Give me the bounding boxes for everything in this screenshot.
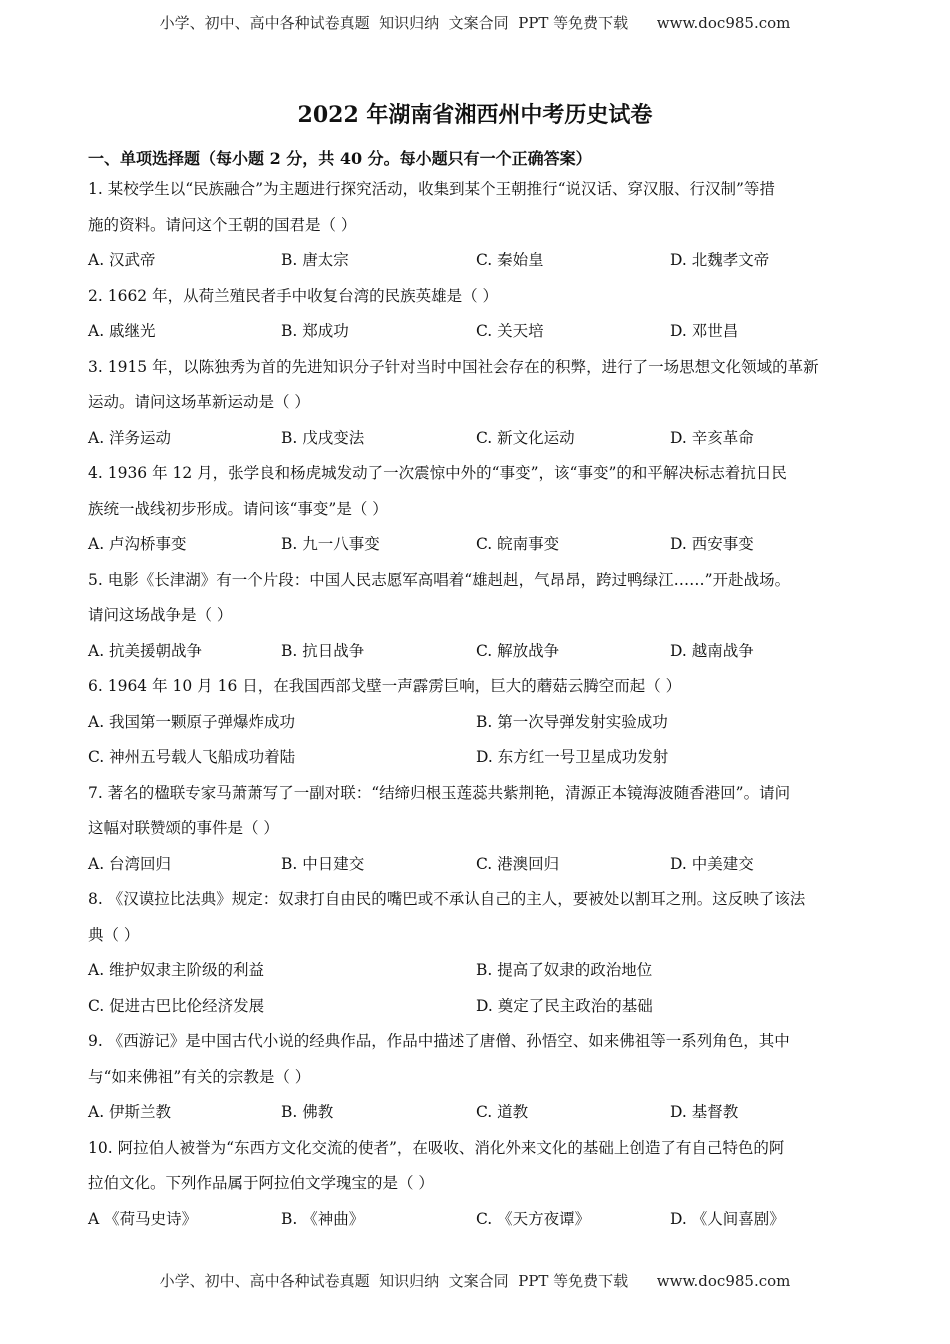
option-row <box>88 634 866 670</box>
question-text: 3. 1915 年，以陈独秀为首的先进知识分子针对当时中国社会存在的积弊，进行了一场思想文化领域的革新 <box>88 357 819 376</box>
answer-option: A. 台湾回归 <box>88 854 172 873</box>
answer-option: D. 基督教 <box>670 1103 739 1121</box>
answer-option: B. 郑成功 <box>281 322 349 340</box>
question-1 <box>88 172 866 279</box>
question-7 <box>88 776 866 883</box>
answer-option: A 《荷马史诗》 <box>88 1209 198 1228</box>
question-4 <box>88 456 866 563</box>
answer-option: B. 九一八事变 <box>281 535 380 553</box>
answer-option: C. 秦始皇 <box>476 251 544 269</box>
option-row <box>88 243 866 279</box>
question-text: 9. 《西游记》是中国古代小说的经典作品，作品中描述了唐僧、孙悟空、如来佛祖等一系列角色，其中 <box>88 1032 790 1050</box>
answer-option: C. 《天方夜谭》 <box>476 1209 591 1228</box>
answer-option: A. 洋务运动 <box>88 428 172 447</box>
answer-option: A. 抗美援朝战争 <box>88 641 203 660</box>
answer-option: B. 第一次导弹发射实验成功 <box>476 712 668 731</box>
answer-option: B. 抗日战争 <box>281 641 365 660</box>
section-heading: 一、单项选择题（每小题 2 分，共 40 分。每小题只有一个正确答案） <box>88 149 592 168</box>
answer-option: C. 港澳回归 <box>476 854 560 873</box>
question-text: 请问这场战争是（ ） <box>88 606 233 624</box>
question-text: 2. 1662 年，从荷兰殖民者手中收复台湾的民族英雄是（ ） <box>88 286 499 305</box>
answer-option: D. 邓世昌 <box>670 322 739 340</box>
answer-option: C. 解放战争 <box>476 641 560 660</box>
option-row <box>88 705 866 741</box>
answer-option: C. 皖南事变 <box>476 535 560 553</box>
question-text: 典（ ） <box>88 925 140 944</box>
answer-option: D. 奠定了民主政治的基础 <box>476 996 653 1015</box>
answer-option: C. 道教 <box>476 1103 529 1121</box>
question-text: 拉伯文化。下列作品属于阿拉伯文学瑰宝的是（ ） <box>88 1174 434 1192</box>
option-row <box>88 527 866 563</box>
exam-title: 2022 年湖南省湘西州中考历史试卷 <box>297 102 653 128</box>
answer-option: D. 辛亥革命 <box>670 428 754 447</box>
question-text: 族统一战线初步形成。请问该“事变”是（ ） <box>88 499 388 518</box>
option-row <box>88 1202 866 1238</box>
question-text: 1. 某校学生以“民族融合”为主题进行探究活动，收集到某个王朝推行“说汉话、穿汉服、行汉制”等措 <box>88 180 775 198</box>
answer-option: B. 佛教 <box>281 1103 334 1121</box>
question-text: 这幅对联赞颂的事件是（ ） <box>88 819 279 837</box>
question-text: 4. 1936 年 12 月，张学良和杨虎城发动了一次震惊中外的“事变”，该“事变”的和平解决标志着抗日民 <box>88 464 787 482</box>
page-header: 小学、初中、高中各种试卷真题 知识归纳 文案合同 PPT 等免费下载 www.doc985.com <box>159 14 791 32</box>
question-8 <box>88 882 866 1024</box>
question-2 <box>88 279 866 350</box>
question-text: 10. 阿拉伯人被誉为“东西方文化交流的使者”，在吸收、消化外来文化的基础上创造了有自己特色的阿 <box>88 1138 785 1157</box>
answer-option: A. 卢沟桥事变 <box>88 535 187 553</box>
option-row <box>88 953 866 989</box>
answer-option: D. 越南战争 <box>670 641 754 660</box>
question-text: 8. 《汉谟拉比法典》规定：奴隶打自由民的嘴巴或不承认自己的主人，要被处以割耳之刑。这反映了该法 <box>88 890 806 908</box>
option-row <box>88 421 866 457</box>
question-6 <box>88 669 866 776</box>
question-text: 6. 1964 年 10 月 16 日，在我国西部戈壁一声霹雳巨响，巨大的蘑菇云腾空而起（ ） <box>88 677 682 695</box>
answer-option: B. 《神曲》 <box>281 1209 365 1228</box>
answer-option: C. 促进古巴比伦经济发展 <box>88 996 265 1015</box>
answer-option: A. 伊斯兰教 <box>88 1103 172 1121</box>
question-10 <box>88 1131 866 1238</box>
option-row <box>88 314 866 350</box>
option-row <box>88 740 866 776</box>
question-text: 7. 著名的楹联专家马萧萧写了一副对联：“结缔归根玉莲蕊共紫荆艳，清源正本镜海波随香港回”。请问 <box>88 783 791 802</box>
question-list <box>88 172 866 1237</box>
answer-option: B. 唐太宗 <box>281 251 349 269</box>
option-row <box>88 1095 866 1131</box>
answer-option: C. 神州五号载人飞船成功着陆 <box>88 748 296 766</box>
question-9 <box>88 1024 866 1131</box>
question-5 <box>88 563 866 670</box>
answer-option: D. 东方红一号卫星成功发射 <box>476 748 669 766</box>
answer-option: A. 汉武帝 <box>88 251 156 269</box>
question-3 <box>88 350 866 457</box>
answer-option: D. 《人间喜剧》 <box>670 1209 785 1228</box>
answer-option: B. 中日建交 <box>281 854 365 873</box>
answer-option: B. 戊戌变法 <box>281 428 365 447</box>
answer-option: A. 我国第一颗原子弹爆炸成功 <box>88 712 296 731</box>
answer-option: B. 提高了奴隶的政治地位 <box>476 961 653 979</box>
answer-option: A. 戚继光 <box>88 322 156 340</box>
answer-option: A. 维护奴隶主阶级的利益 <box>88 961 265 979</box>
answer-option: D. 西安事变 <box>670 535 754 553</box>
answer-option: D. 北魏孝文帝 <box>670 251 770 269</box>
question-text: 运动。请问这场革新运动是（ ） <box>88 393 310 411</box>
option-row <box>88 847 866 883</box>
question-text: 5. 电影《长津湖》有一个片段：中国人民志愿军高唱着“雄赳赳，气昂昂，跨过鸭绿江……”开赴战场。 <box>88 570 791 589</box>
answer-option: C. 新文化运动 <box>476 428 575 447</box>
answer-option: C. 关天培 <box>476 322 544 340</box>
page-footer: 小学、初中、高中各种试卷真题 知识归纳 文案合同 PPT 等免费下载 www.doc985.com <box>159 1272 791 1290</box>
question-text: 与“如来佛祖”有关的宗教是（ ） <box>88 1067 311 1086</box>
option-row <box>88 989 866 1025</box>
answer-option: D. 中美建交 <box>670 854 754 873</box>
question-text: 施的资料。请问这个王朝的国君是（ ） <box>88 215 357 234</box>
